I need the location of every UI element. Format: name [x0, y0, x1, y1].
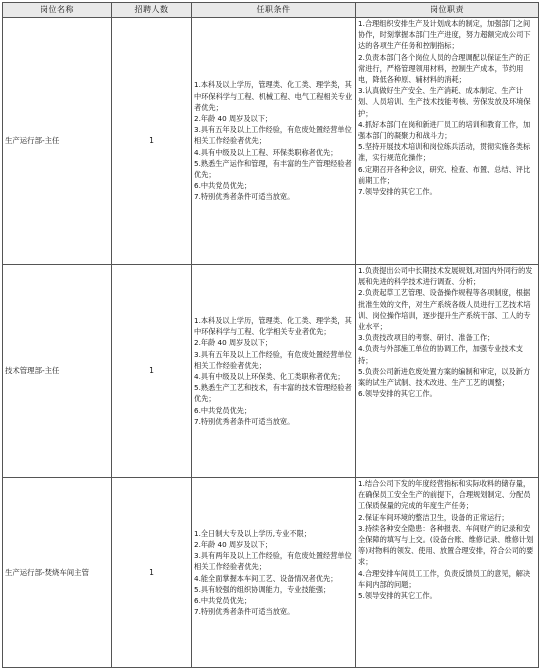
requirements-cell	[192, 265, 356, 478]
requirements-cell	[192, 478, 356, 668]
requirement-item: 1.本科及以上学历，管理类、化工类、理学类，其中环保科学与工程、化学相关专业者优先；	[194, 315, 352, 337]
requirement-item: 5.熟悉生产运作和管理，有丰富的生产管理经验者优先；	[194, 158, 352, 179]
position-name: 技术管理部-主任	[3, 265, 112, 478]
requirement-item: 4.能全面掌握本车间工艺、设备情况者优先；	[194, 573, 338, 583]
requirement-item: 3.具有五年及以上工作经验，有危废处置经营单位相关工作经验者优先；	[194, 125, 352, 146]
duty-item: 3.负责技改项目的考察、研讨、准备工作；	[358, 333, 495, 343]
requirements-cell	[192, 18, 356, 265]
duty-item: 2.负责本部门各个岗位人员的合理调配以保证生产的正常进行，严格管理领用材料，控制生产成本，节约用电，降低各种原、辅材料的消耗；	[358, 52, 531, 85]
requirement-item: 6.中共党员优先；	[194, 181, 252, 191]
requirement-item: 6.中共党员优先；	[194, 595, 252, 605]
duty-item: 2.保证车间环境的整洁卫生，设备的正常运行；	[358, 512, 509, 522]
requirement-item: 6.中共党员优先；	[194, 405, 252, 415]
hire-count: 1	[112, 265, 192, 478]
requirement-item: 7.特别优秀者条件可适当放宽。	[194, 607, 295, 617]
position-name: 生产运行部-主任	[3, 18, 112, 265]
hire-count: 1	[112, 478, 192, 668]
duty-item: 5.坚持开展技术培训和岗位练兵活动，贯彻实施各类标准，实行规范化操作；	[358, 142, 531, 163]
table-header-row	[3, 3, 539, 18]
header-requirements: 任职条件	[192, 3, 356, 18]
duty-item: 4.合理安排车间员工工作，负责反馈员工的意见，解决车间内部的问题；	[358, 568, 531, 589]
requirement-item: 1.全日制大专及以上学历,专业不限；	[194, 528, 311, 538]
duty-item: 5.负责公司新进危废处置方案的编制和审定，以及新方案的试生产试制、技术改进、生产工艺的调整；	[358, 366, 531, 388]
duty-item: 2.负责起草工艺管理、设备操作规程等各项制度，根据批准生效的文件，对生产系统各级人员进行工艺技术培训、岗位操作培训，逐步提升生产系统干部、工人的专业水平；	[358, 288, 531, 332]
duty-item: 1.负责提出公司中长期技术发展规划,对国内外同行的发展和先进的科学技术进行调查、分析；	[358, 266, 533, 287]
requirement-item: 7.特别优秀者条件可适当放宽。	[194, 416, 295, 426]
duties-cell	[356, 265, 539, 478]
table-row	[3, 265, 539, 478]
requirement-item: 7.特别优秀者条件可适当放宽。	[194, 192, 295, 202]
recruitment-table	[2, 2, 539, 668]
requirement-item: 2.年龄 40 周岁及以下；	[194, 338, 273, 348]
duty-item: 1.结合公司下发的年度经营指标和实际收料的储存量，在确保员工安全生产的前提下，合理规划制定、分配员工保质保量的完成的年度生产任务；	[358, 479, 531, 511]
duties-cell	[356, 18, 539, 265]
requirement-item: 2.年龄 40 周岁及以下；	[194, 539, 273, 549]
duty-item: 1.合理组织安排生产及计划成本的制定，加强部门之间协作，时刻掌握本部门生产进度，努力超额完成公司下达的各项生产任务和控制指标；	[358, 19, 531, 51]
requirement-item: 3.具有两年及以上工作经验，有危废处置经营单位相关工作经验者优先；	[194, 551, 352, 572]
requirement-item: 2.年龄 40 周岁及以下；	[194, 113, 273, 123]
table-row	[3, 18, 539, 265]
header-count: 招聘人数	[112, 3, 192, 18]
duty-item: 5.领导安排的其它工作。	[358, 591, 437, 601]
requirement-item: 5.熟悉生产工艺和技术，有丰富的技术管理经验者优先；	[194, 383, 352, 404]
duty-item: 3.持续各种安全隐患：各种报表、车间财产的记录和安全保障的填写与上交。(设备台账、维修记录、维修计划等)对物料的领发、使用、放置合理安排，符合公司的要求；	[358, 523, 534, 567]
duty-item: 6.领导安排的其它工作。	[358, 389, 437, 399]
requirement-item: 5.具有较强的组织协调能力，专业技能强；	[194, 584, 331, 594]
header-position: 岗位名称	[3, 3, 112, 18]
position-name: 生产运行部-焚烧车间主管	[3, 478, 112, 668]
duty-item: 7.领导安排的其它工作。	[358, 187, 437, 197]
requirement-item: 3.具有五年及以上工作经验，有危废处置经营单位相关工作经验者优先；	[194, 349, 352, 370]
requirement-item: 4.具有中级及以上工程、环保类职称者优先；	[194, 147, 338, 157]
duty-item: 4.负责与外部施工单位的协调工作，加强专业技术支持；	[358, 344, 523, 365]
table-row	[3, 478, 539, 668]
duty-item: 3.认真做好生产安全、生产消耗、成本制定、生产计划、人员培训、生产技术技能考核、劳保发放及环境保护；	[358, 86, 531, 118]
duty-item: 6.定期召开各种会议，研究、检查、布置、总结、评比前期工作；	[358, 164, 531, 185]
header-duties: 岗位职责	[356, 3, 539, 18]
hire-count: 1	[112, 18, 192, 265]
duty-item: 4.抓好本部门在岗和新进厂员工的培训和教育工作，加强本部门的凝聚力和战斗力；	[358, 119, 531, 141]
requirement-item: 4.具有中级及以上环保类、化工类职称者优先；	[194, 372, 345, 381]
duties-cell	[356, 478, 539, 668]
requirement-item: 1.本科及以上学历，管理类、化工类、理学类，其中环保科学与工程、机械工程、电气工程相关专业者优先；	[194, 80, 353, 112]
